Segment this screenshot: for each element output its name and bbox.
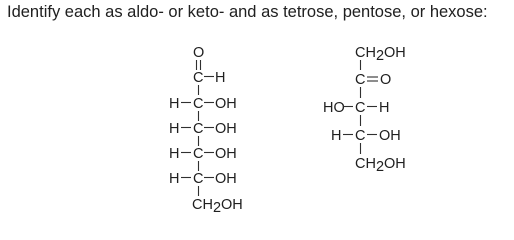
row4-left-h: H [169,171,180,187]
ketopentose-structure [323,45,406,175]
row4-right-oh: OH [215,171,237,187]
ketose-top-ch2oh: CH2OH [355,45,406,64]
row1-right-oh: OH [215,96,237,112]
ketose-row2-carbon: C [355,128,366,144]
row1-carbon: C [193,96,204,112]
ketose-row2-left-h: H [331,128,342,144]
question-text: Identify each as aldo- or keto- and as tetrose, pentose, or hexose: [7,3,488,21]
ketose-bottom-ch2oh: CH2OH [355,156,406,175]
ketose-row1-right-h: H [379,100,390,116]
row3-left-h: H [169,146,180,162]
keto-carbon: C [355,72,366,88]
aldehyde-hydrogen: H [215,70,226,86]
row3-right-oh: OH [215,146,237,162]
row1-left-h: H [169,96,180,112]
aldehyde-carbon: C [193,70,204,86]
row4-carbon: C [193,171,204,187]
row2-right-oh: OH [215,121,237,137]
aldehyde-oxygen: O [193,45,205,61]
row3-carbon: C [193,146,204,162]
ketose-row1-left-ho: HO [323,100,345,116]
row2-carbon: C [193,121,204,137]
ketose-row1-carbon: C [355,100,366,116]
row2-left-h: H [169,121,180,137]
ketose-row2-right-oh: OH [379,128,401,144]
aldose-bottom-ch2oh: CH2OH [192,197,243,216]
keto-oxygen: O [380,72,392,88]
aldohexose-structure [169,45,243,216]
